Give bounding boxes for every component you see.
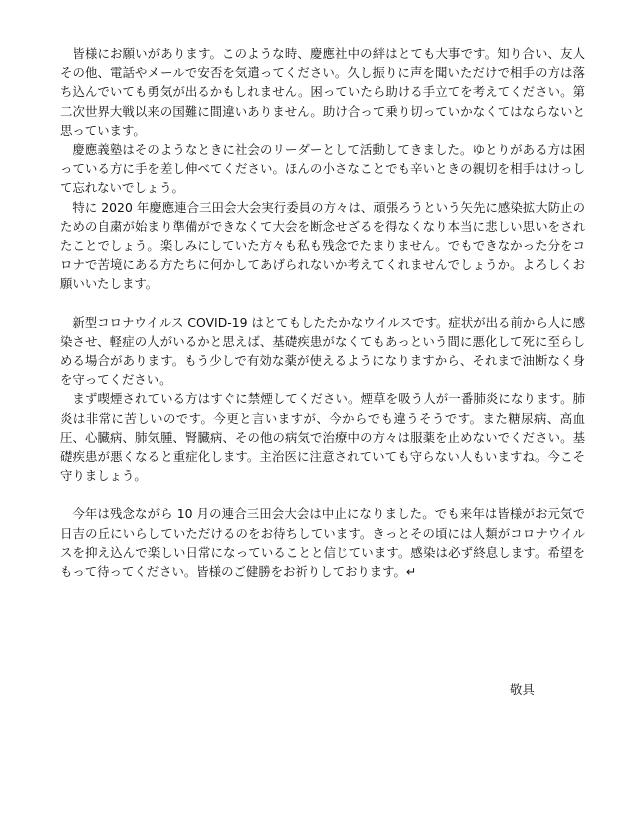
section-covid-advice (60, 313, 585, 486)
section-event-notice (60, 504, 585, 581)
closing-salutation: 敬具 (510, 682, 535, 697)
section-community (60, 44, 585, 294)
paragraph: 皆様にお願いがあります。このような時、慶應社中の絆はとても大事です。知り合い、友人その他、電話やメールで安否を気遣ってください。久し振りに声を聞いただけで相手の方は落ち込んでいても勇気が出るかもしれません。困っていたら助ける手立てを考えてください。第二次世界大戦以来の国難に間違いありません。助け合って乗り切っていかなくてはならないと思っています。 (60, 46, 585, 138)
paragraph: 新型コロナウイルス COVID-19 はとてもしたたかなウイルスです。症状が出る前から人に感染させ、軽症の人がいるかと思えば、基礎疾患がなくてもあっという間に悪化して死に至らしめる場合があります。もう少しで有効な薬が使えるようになりますから、それまで油断なく身を守ってください。 (60, 314, 585, 388)
paragraph: 特に 2020 年慶應連合三田会大会実行委員の方々は、頑張ろうという矢先に感染拡大防止のための自粛が始まり準備ができなくて大会を断念せざるを得なくなり本当に悲しい思いをされたことでしょう。楽しみにしていた方々も私も残念でたまりません。でもできなかった分をコロナで苦境にある方たちに何かしてあげられないか考えてくれませんでしょうか。よろしくお願いいたします。 (60, 199, 585, 292)
paragraph: 今年は残念ながら 10 月の連合三田会大会は中止になりました。でも来年は皆様がお元気で日吉の丘にいらしていただけるのをお待ちしています。きっとその頃には人類がコロナウイルスを抑え込んで楽しい日常になっていることと信じています。感染は必ず終息します。希望をもって待ってください。皆様のご健勝をお祈りしております。↵ (60, 506, 585, 580)
letter-body (60, 44, 585, 581)
paragraph: 慶應義塾はそのようなときに社会のリーダーとして活動してきました。ゆとりがある方は困っている方に手を差し伸べてください。ほんの小さなことでも辛いときの親切を相手はけっして忘れないでしょう。 (60, 142, 585, 196)
paragraph: まず喫煙されている方はすぐに禁煙してください。煙草を吸う人が一番肺炎になります。肺炎は非常に苦しいのです。今更と言いますが、今からでも違うそうです。また糖尿病、高血圧、心臓病、肺気腫、腎臓病、その他の病気で治療中の方々は服薬を止めないでください。基礎疾患が悪くなると重症化します。主治医に注意されていても守らない人もいますね。今こそ守りましょう。 (60, 391, 585, 484)
